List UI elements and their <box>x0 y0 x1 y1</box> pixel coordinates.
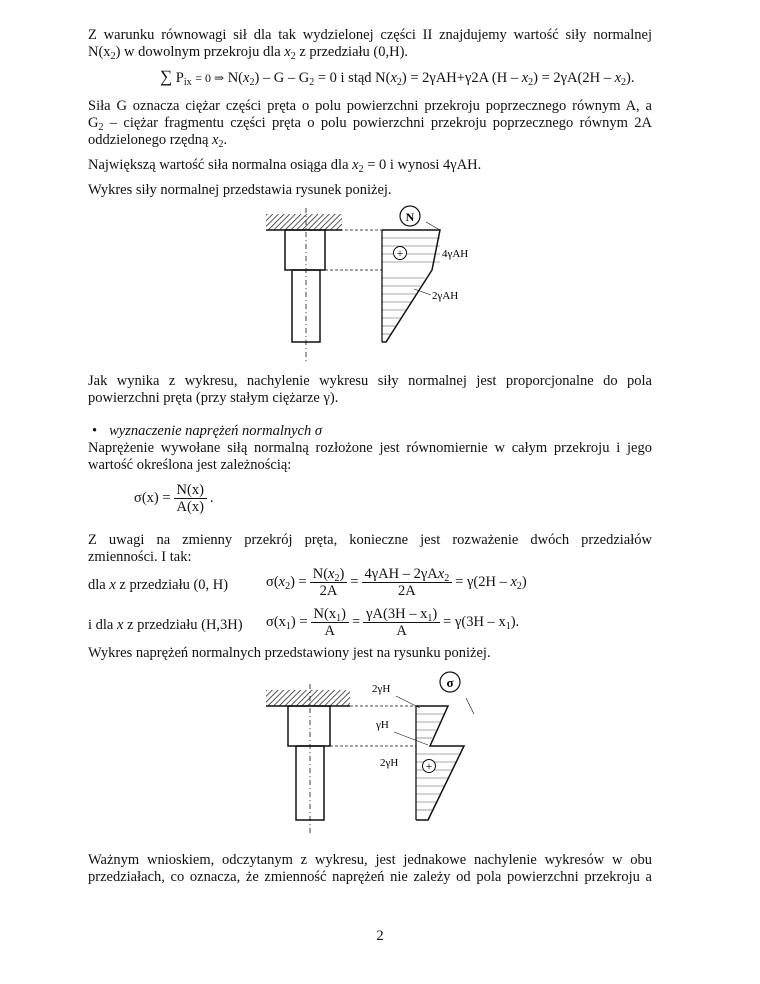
paragraph-2-line-2: $G_2$ – ciężar fragmentu części pręta o polu powierzchni przekroju poprzecznego równym 2A <box>88 115 652 133</box>
paragraph-5-line-2: powierzchni pręta (przy stałym ciężarze γ). <box>88 390 339 406</box>
paragraph-8: Wykres naprężeń normalnych przedstawiony jest na rysunku poniżej. <box>88 645 491 661</box>
page-number: 2 <box>376 928 384 944</box>
label-2gammaH-bottom: 2γH <box>380 757 399 769</box>
label-2gammaAH: 2γAH <box>432 290 459 302</box>
case-1-formula: $\sigma(x_2)$ = $\frac{N(x_2)}{2A}$ = $\frac{4\gamma AH - 2\gamma Ax_2}{2A}$ = $\gamma(2H - x_2)$ <box>266 566 527 599</box>
stress-formula: σ(x) = $\frac{N(x)}{A(x)}$ . <box>134 482 214 515</box>
paragraph-1-line-1: Z warunku równowagi sił dla tak wydzielonej części II znajdujemy wartość siły normalnej <box>88 27 652 43</box>
bullet-item: • wyznaczenie naprężeń normalnych σ <box>92 423 323 439</box>
paragraph-2-line-3: oddzielonego rzędną $x_2$. <box>88 132 228 150</box>
stress-symbol-label: σ <box>446 675 454 690</box>
bar-upper-part <box>288 706 330 746</box>
paragraph-6-line-2: wartość określona jest zależnością: <box>88 457 292 473</box>
equilibrium-equation: ∑ $P_{ix} = 0$ ⇒ $N(x_2) - G - G_2 = 0$ i stąd $N(x_2) = 2\gamma AH+\gamma 2A$ $(H - x_2) = 2\gamma A(2H - x_2)$. <box>160 67 635 88</box>
case-1-label: dla x z przedziału (0, H) <box>88 577 229 593</box>
diagram-hatching <box>382 238 440 334</box>
paragraph-9-line-2: przedziałach, co oznacza, że zmienność naprężeń nie zależy od pola powierzchni przekroju a <box>88 869 652 885</box>
case-2-formula: $\sigma(x_1)$ = $\frac{N(x_1)}{A}$ = $\frac{\gamma A(3H - x_1)}{A}$ = $\gamma(3H - x_1)$. <box>266 606 520 639</box>
fixed-support <box>266 214 342 230</box>
label-gammaH: γH <box>376 719 389 731</box>
bar-upper-part <box>285 230 325 270</box>
fixed-support <box>266 690 350 706</box>
label-2gammaH-top: 2γH <box>372 683 391 695</box>
normal-force-diagram <box>260 198 500 368</box>
plus-sign: + <box>396 246 404 260</box>
paragraph-6-line-1: Naprężenie wywołane siłą normalną rozłożone jest równomiernie w całym przekroju i jego <box>88 440 652 456</box>
paragraph-9-line-1: Ważnym wnioskiem, odczytanym z wykresu, jest jednakowe nachylenie wykresów w obu <box>88 852 652 868</box>
normal-stress-diagram <box>260 668 500 838</box>
case-2-label: i dla x z przedziału (H,3H) <box>88 617 243 633</box>
paragraph-4: Wykres siły normalnej przedstawia rysunek poniżej. <box>88 182 392 198</box>
paragraph-2-line-1: Siła G oznacza ciężar części pręta o polu powierzchni przekroju poprzecznego równym A, a <box>88 98 652 114</box>
label-4gammaAH: 4γAH <box>442 248 469 260</box>
force-symbol-label: N <box>405 210 415 224</box>
paragraph-3: Największą wartość siła normalna osiąga dla $x_2 = 0$ i wynosi 4γAH. <box>88 157 482 175</box>
paragraph-7-line-2: zmienności. I tak: <box>88 549 192 565</box>
plus-sign: + <box>425 759 433 773</box>
paragraph-5-line-1: Jak wynika z wykresu, nachylenie wykresu siły normalnej jest proporcjonalne do pola <box>88 373 652 389</box>
paragraph-7-line-1: Z uwagi na zmienny przekrój pręta, konieczne jest rozważenie dwóch przedziałów <box>88 532 652 548</box>
paragraph-1-line-2: $N(x_2)$ w dowolnym przekroju dla $x_2$ z przedziału (0,H). <box>88 44 409 62</box>
